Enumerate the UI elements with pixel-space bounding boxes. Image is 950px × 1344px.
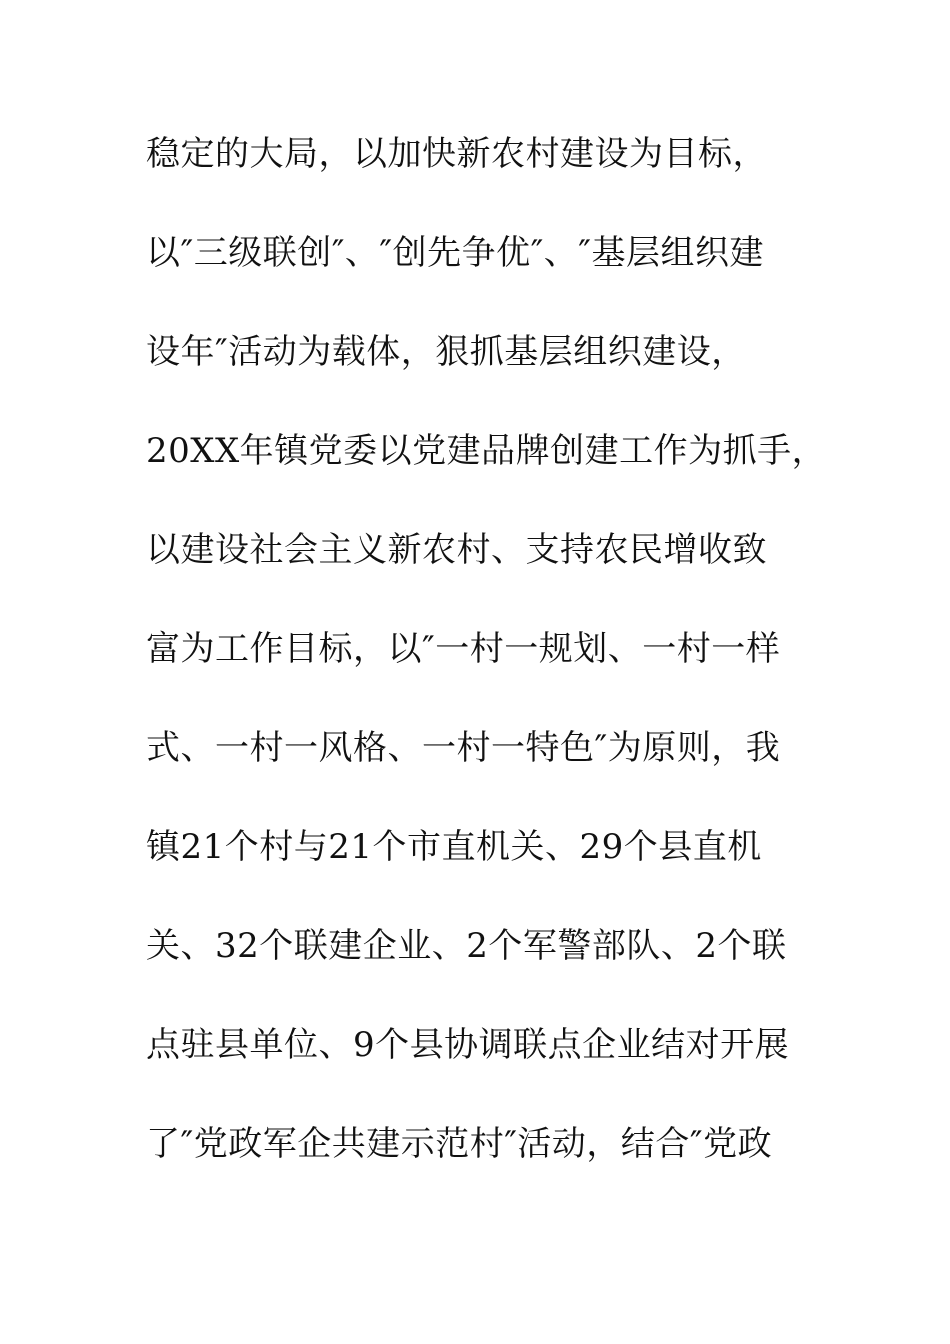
text-line-11: 了″党政军企共建示范村″活动，结合″党政 (146, 1124, 773, 1164)
text-line-5: 以建设社会主义新农村、支持农民增收致 (146, 530, 767, 570)
text-line-3: 设年″活动为载体，狠抓基层组织建设， (146, 332, 746, 372)
text-line-4: 20XX年镇党委以党建品牌创建工作为抓手， (146, 431, 827, 471)
text-line-6: 富为工作目标，以″一村一规划、一村一样 (146, 629, 781, 669)
text-line-8: 镇21个村与21个市直机关、29个县直机 (146, 827, 762, 867)
text-line-7: 式、一村一风格、一村一特色″为原则，我 (146, 728, 781, 768)
body-text (146, 126, 826, 1215)
text-line-1: 稳定的大局，以加快新农村建设为目标， (146, 134, 767, 174)
text-line-10: 点驻县单位、9个县协调联点企业结对开展 (146, 1025, 790, 1065)
text-line-2: 以″三级联创″、″创先争优″、″基层组织建 (146, 233, 764, 273)
text-line-9: 关、32个联建企业、2个军警部队、2个联 (146, 926, 787, 966)
